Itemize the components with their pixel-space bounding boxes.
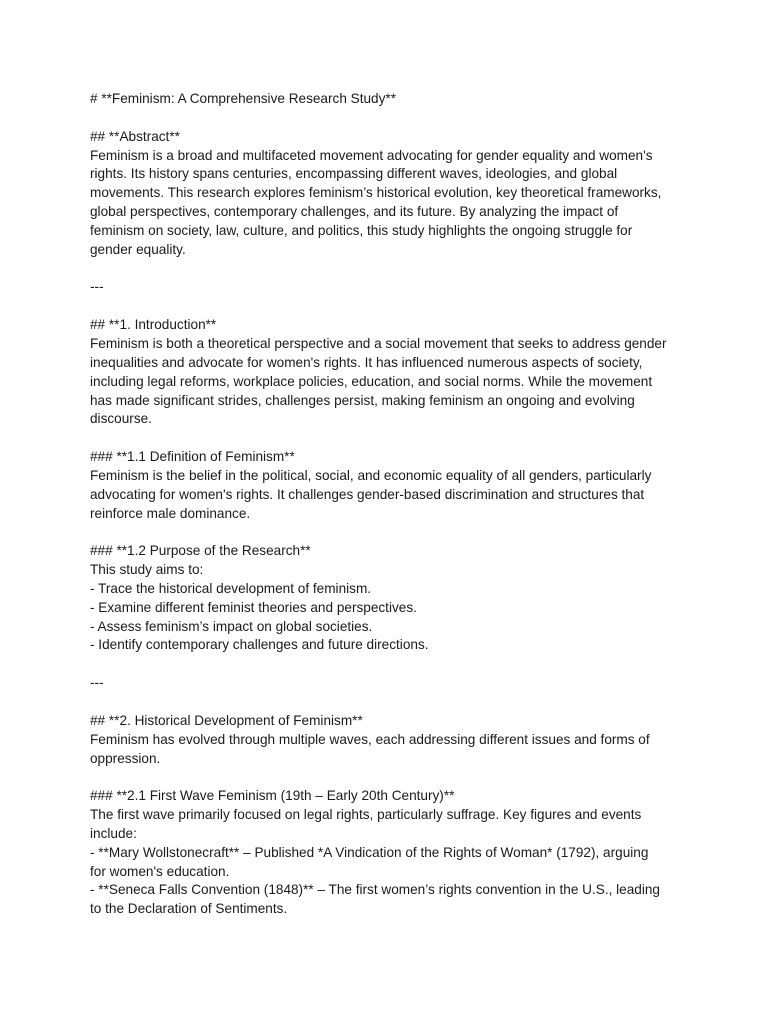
list-item: - **Mary Wollstonecraft** – Published *A Vindication of the Rights of Woman* (1792), arguing — [90, 844, 649, 860]
text-line: Feminism is the belief in the political, social, and economic equality of all genders, particularly — [90, 467, 652, 483]
blank-line — [90, 693, 690, 712]
text-line: reinforce male dominance. — [90, 505, 251, 521]
blank-line — [90, 109, 690, 128]
text-line: Feminism is a broad and multifaceted movement advocating for gender equality and women's — [90, 147, 653, 163]
list-item: - Trace the historical development of feminism. — [90, 580, 372, 596]
text-line: feminism on society, law, culture, and politics, this study highlights the ongoing struggle for — [90, 222, 633, 238]
horizontal-rule: --- — [90, 279, 104, 295]
horizontal-rule: --- — [90, 675, 104, 691]
blank-line — [90, 429, 690, 448]
text-line: oppression. — [90, 750, 161, 766]
subsection-heading: ### **1.2 Purpose of the Research** — [90, 543, 311, 559]
text-line: gender equality. — [90, 241, 186, 257]
list-item: - Assess feminism’s impact on global societies. — [90, 618, 373, 634]
blank-line — [90, 768, 690, 787]
text-line: This study aims to: — [90, 562, 204, 578]
text-line: Feminism is both a theoretical perspective and a social movement that seeks to address gender — [90, 335, 667, 351]
text-line: inequalities and advocate for women's rights. It has influenced numerous aspects of society, — [90, 354, 643, 370]
subsection-heading: ### **1.1 Definition of Feminism** — [90, 449, 295, 465]
list-item: - **Seneca Falls Convention (1848)** – The first women’s rights convention in the U.S., leading — [90, 882, 660, 898]
text-line: movements. This research explores feminism’s historical evolution, key theoretical frameworks, — [90, 185, 662, 201]
section-heading: ## **1. Introduction** — [90, 317, 217, 333]
section-heading: ## **2. Historical Development of Feminism** — [90, 712, 363, 728]
text-line: including legal reforms, workplace policies, education, and social norms. While the movement — [90, 373, 653, 389]
text-line: The first wave primarily focused on legal rights, particularly suffrage. Key figures and events — [90, 807, 642, 823]
blank-line — [90, 523, 690, 542]
document-title: # **Feminism: A Comprehensive Research Study** — [90, 91, 396, 106]
section-heading: ## **Abstract** — [90, 128, 180, 144]
blank-line — [90, 655, 690, 674]
text-line: for women's education. — [90, 863, 230, 879]
list-item: - Identify contemporary challenges and future directions. — [90, 637, 429, 653]
document-page — [90, 90, 690, 919]
list-item: - Examine different feminist theories and perspectives. — [90, 599, 417, 615]
text-line: include: — [90, 825, 137, 841]
blank-line — [90, 297, 690, 316]
blank-line — [90, 260, 690, 279]
text-line: has made significant strides, challenges persist, making feminism an ongoing and evolving — [90, 392, 635, 408]
text-line: Feminism has evolved through multiple waves, each addressing different issues and forms of — [90, 731, 650, 747]
text-line: advocating for women's rights. It challenges gender-based discrimination and structures that — [90, 486, 645, 502]
text-line: to the Declaration of Sentiments. — [90, 901, 288, 917]
text-line: discourse. — [90, 411, 152, 427]
text-line: rights. Its history spans centuries, encompassing different waves, ideologies, and global — [90, 166, 618, 182]
subsection-heading: ### **2.1 First Wave Feminism (19th – Early 20th Century)** — [90, 788, 455, 804]
text-line: global perspectives, contemporary challenges, and its future. By analyzing the impact of — [90, 204, 619, 220]
